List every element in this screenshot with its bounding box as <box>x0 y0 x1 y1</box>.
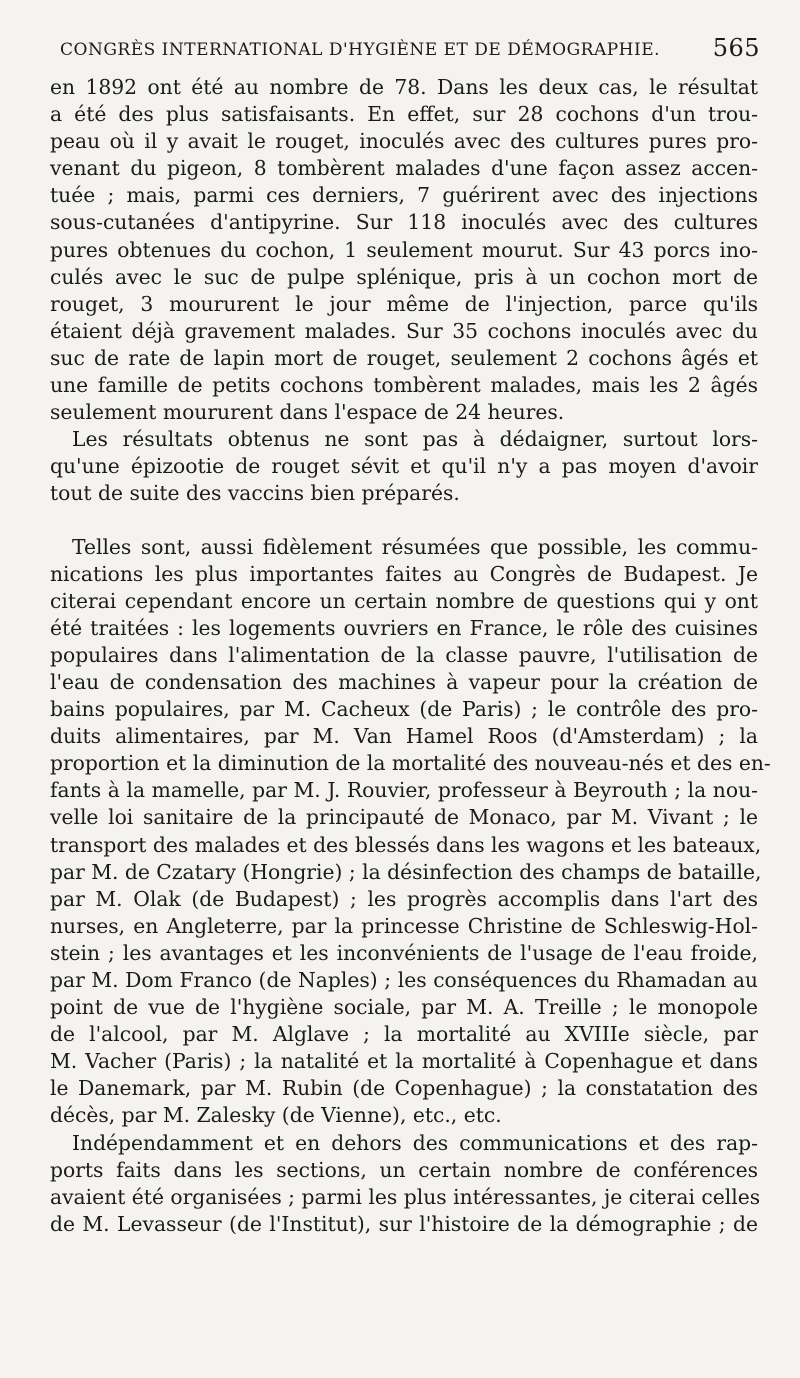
text-line: citerai cependant encore un certain nombre de questions qui y ont <box>50 588 758 613</box>
text-line: peau où il y avait le rouget, inoculés avec des cultures pures pro- <box>50 129 758 154</box>
paragraph <box>50 534 771 1130</box>
text-line: tuée ; mais, parmi ces derniers, 7 guérirent avec des injections <box>50 183 758 208</box>
text-line: nurses, en Angleterre, par la princesse Christine de Schleswig-Hol- <box>50 913 758 938</box>
text-line: par M. de Czatary (Hongrie) ; la désinfection des champs de bataille, <box>50 859 762 884</box>
text-line: nications les plus importantes faites au Congrès de Budapest. Je <box>50 561 758 586</box>
text-line: M. Vacher (Paris) ; la natalité et la mortalité à Copenhague et dans <box>50 1049 758 1074</box>
text-line: pures obtenues du cochon, 1 seulement mourut. Sur 43 porcs ino- <box>50 237 758 262</box>
text-line: bains populaires, par M. Cacheux (de Paris) ; le contrôle des pro- <box>50 697 758 722</box>
text-line: rouget, 3 moururent le jour même de l'injection, parce qu'ils <box>50 291 758 316</box>
text-line: duits alimentaires, par M. Van Hamel Roos (d'Amsterdam) ; la <box>50 724 758 749</box>
text-line: point de vue de l'hygiène sociale, par M. A. Treille ; le monopole <box>50 995 758 1020</box>
text-line: qu'une épizootie de rouget sévit et qu'il n'y a pas moyen d'avoir <box>50 454 758 479</box>
text-line: en 1892 ont été au nombre de 78. Dans les deux cas, le résultat <box>50 75 758 99</box>
text-line: le Danemark, par M. Rubin (de Copenhague) ; la constatation des <box>50 1076 758 1101</box>
text-line: étaient déjà gravement malades. Sur 35 cochons inoculés avec du <box>50 318 758 343</box>
text-line: a été des plus satisfaisants. En effet, sur 28 cochons d'un trou- <box>50 102 758 127</box>
text-line: de M. Levasseur (de l'Institut), sur l'histoire de la démographie ; de <box>50 1211 758 1236</box>
text-line: Les résultats obtenus ne sont pas à dédaigner, surtout lors- <box>72 427 758 452</box>
text-line: été traitées : les logements ouvriers en France, le rôle des cuisines <box>50 615 758 640</box>
text-line: avaient été organisées ; parmi les plus intéressantes, je citerai celles <box>50 1184 761 1209</box>
text-line: transport des malades et des blessés dans les wagons et les bateaux, <box>50 832 762 857</box>
text-line: Indépendamment et en dehors des communications et des rap- <box>72 1130 758 1155</box>
text-line: Telles sont, aussi fidèlement résumées que possible, les commu- <box>72 534 758 559</box>
text-line: par M. Olak (de Budapest) ; les progrès accomplis dans l'art des <box>50 886 758 911</box>
text-line: de l'alcool, par M. Alglave ; la mortalité au XVIIIe siècle, par <box>50 1022 758 1047</box>
text-line: par M. Dom Franco (de Naples) ; les conséquences du Rhamadan au <box>50 968 758 992</box>
text-line: sous-cutanées d'antipyrine. Sur 118 inoculés avec des cultures <box>50 210 758 235</box>
text-line: culés avec le suc de pulpe splénique, pris à un cochon mort de <box>50 264 758 289</box>
text-line: venant du pigeon, 8 tombèrent malades d'une façon assez accen- <box>50 156 758 181</box>
text-line: proportion et la diminution de la mortalité des nouveau-nés et des en- <box>50 751 771 776</box>
paragraph <box>50 426 758 507</box>
text-body <box>50 74 771 1238</box>
page-number: 565 <box>712 34 760 62</box>
running-header <box>60 34 760 74</box>
paragraph <box>50 1130 761 1238</box>
text-line: stein ; les avantages et les inconvénients de l'usage de l'eau froide, <box>50 940 758 965</box>
paragraph <box>50 74 758 426</box>
text-line: velle loi sanitaire de la principauté de Monaco, par M. Vivant ; le <box>50 805 758 830</box>
text-line: populaires dans l'alimentation de la classe pauvre, l'utilisation de <box>50 642 758 667</box>
text-line: suc de rate de lapin mort de rouget, seulement 2 cochons âgés et <box>50 345 758 370</box>
text-line: décès, par M. Zalesky (de Vienne), etc., etc. <box>50 1103 502 1128</box>
text-line: tout de suite des vaccins bien préparés. <box>50 481 460 506</box>
paragraph-gap <box>50 508 758 534</box>
text-line: seulement moururent dans l'espace de 24 heures. <box>50 400 565 425</box>
text-line: ports faits dans les sections, un certain nombre de conférences <box>50 1157 758 1182</box>
text-line: fants à la mamelle, par M. J. Rouvier, professeur à Beyrouth ; la nou- <box>50 778 758 803</box>
text-line: une famille de petits cochons tombèrent malades, mais les 2 âgés <box>50 373 758 398</box>
text-line: l'eau de condensation des machines à vapeur pour la création de <box>50 669 758 694</box>
running-title: CONGRÈS INTERNATIONAL D'HYGIÈNE ET DE DÉMOGRAPHIE. <box>60 40 661 60</box>
